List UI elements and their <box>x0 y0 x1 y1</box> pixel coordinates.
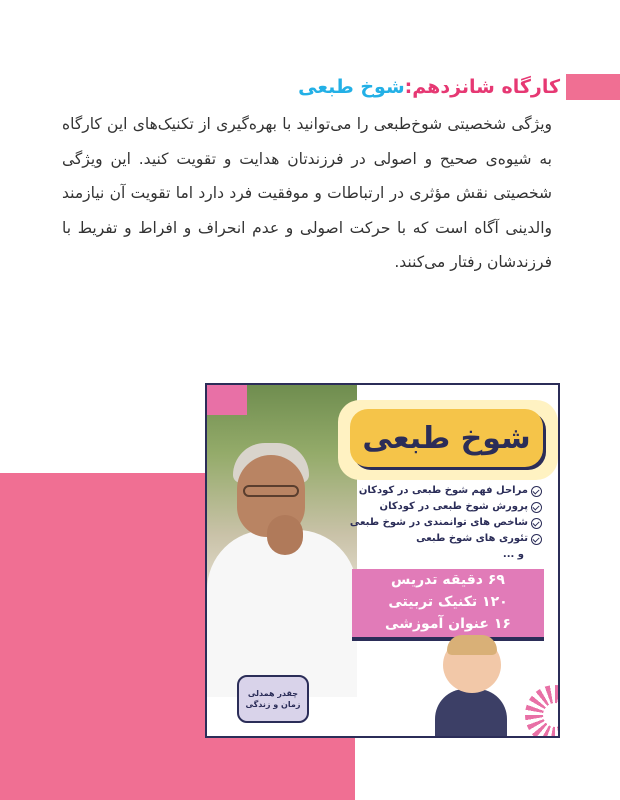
heading-topic: شوخ طبعی <box>298 76 405 98</box>
photo-pink-corner <box>207 385 247 415</box>
heading-prefix: کارگاه شانزدهم <box>412 76 560 98</box>
poster-title: شوخ طبعی <box>362 420 531 456</box>
workshop-description: ویژگی شخصیتی شوخ‌طبعی را می‌توانید با بهره‌گیری از تکنیک‌های این کارگاه به شیوه‌ی صحیح و اصولی در فرزندتان هدایت و تقویت کنید. این ویژگی شخصیتی نقش مؤثری در ارتباطات و موفقیت فرد دارد اما تقویت آن نیازمند والدینی آگاه است که با حرکت اصولی و عدم انحراف و افراط و تفریط با فرزندشان رفتار می‌کنند. <box>62 115 552 271</box>
stat-topics: ۱۶ عنوان آموزشی <box>385 616 511 632</box>
list-item: تئوری های شوخ طبعی <box>357 531 542 547</box>
list-item-more: و ... <box>502 549 524 560</box>
sunburst-decoration <box>525 685 560 738</box>
brand-logo <box>237 675 309 723</box>
logo-text: چقدر همدلی زمان و زندگی <box>245 689 301 709</box>
heading-accent-bar <box>566 74 620 100</box>
instructor-photo <box>207 385 357 697</box>
instructor-hand <box>267 515 303 555</box>
workshop-heading <box>298 73 560 101</box>
check-circle-icon <box>531 534 542 545</box>
stat-teaching-minutes: ۶۹ دقیقه تدریس <box>391 572 505 588</box>
poster-title-box <box>350 409 543 467</box>
stat-techniques: ۱۲۰ تکنیک تربیتی <box>388 594 508 610</box>
check-circle-icon <box>531 486 542 497</box>
heading-separator: : <box>404 76 413 98</box>
instructor-glasses <box>243 485 299 497</box>
check-circle-icon <box>531 518 542 529</box>
list-item: مراحل فهم شوخ طبعی در کودکان <box>357 483 542 499</box>
baby-hair <box>447 635 497 655</box>
check-circle-icon <box>531 502 542 513</box>
list-item: پرورش شوخ طبعی در کودکان <box>357 499 542 515</box>
list-item: شاخص های توانمندی در شوخ طبعی <box>357 515 542 531</box>
workshop-poster <box>205 383 560 738</box>
baby-image <box>435 637 507 737</box>
baby-body <box>435 689 507 737</box>
instructor-shirt <box>207 530 357 697</box>
topic-list <box>349 483 542 563</box>
stats-box <box>352 569 544 641</box>
